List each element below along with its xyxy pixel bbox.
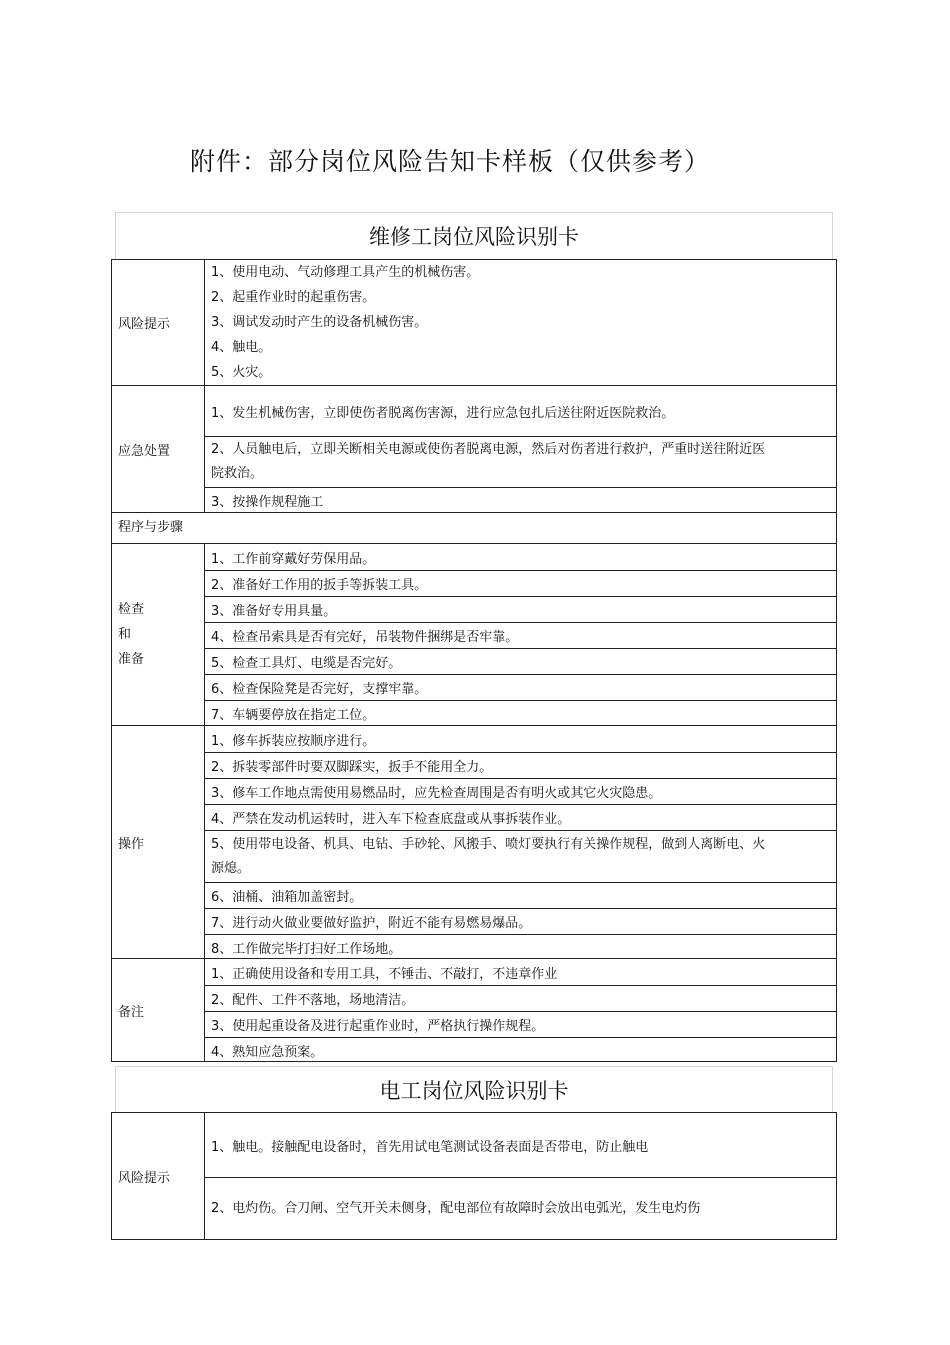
check-item: 5、检查工具灯、电缆是否完好。 [205,648,836,674]
check-label-line: 准备 [118,652,145,667]
remarks-item: 4、熟知应急预案。 [205,1037,836,1062]
remarks-item: 3、使用起重设备及进行起重作业时，严格执行操作规程。 [205,1011,836,1037]
risk-item: 5、火灾。 [211,365,272,380]
emergency-label: 应急处置 [112,386,205,512]
document-title: 附件：部分岗位风险告知卡样板（仅供参考） [189,147,710,176]
risk-label: 风险提示 [112,260,205,385]
operate-item: 1、修车拆装应按顺序进行。 [211,733,376,749]
risk-card-maintenance [111,259,837,1062]
operate-item: 3、修车工作地点需使用易燃品时，应先检查周围是否有明火或其它火灾隐患。 [205,778,836,804]
procedure-label: 程序与步骤 [118,520,184,535]
card-title-maintenance: 维修工岗位风险识别卡 [115,212,833,259]
remarks-item: 2、配件、工件不落地，场地清洁。 [205,985,836,1011]
remarks-section [112,958,836,1062]
risk-section [112,260,836,385]
risk-item: 3、调试发动时产生的设备机械伤害。 [211,315,428,330]
risk-label: 风险提示 [112,1113,205,1239]
operate-item: 7、进行动火做业要做好监护，附近不能有易燃易爆品。 [205,908,836,934]
operate-item: 5、使用带电设备、机具、电钻、手砂轮、风搬手、喷灯要执行有关操作规程，做到人离断电、火源熄。 [205,830,836,882]
risk-item: 4、触电。 [211,340,272,355]
risk-item: 1、触电。接触配电设备时，首先用试电笔测试设备表面是否带电，防止触电 [211,1139,649,1155]
operate-item: 2、拆装零部件时要双脚踩实，扳手不能用全力。 [205,752,836,778]
operate-label: 操作 [112,726,205,958]
check-label-line: 检查 [118,602,145,617]
check-label-line: 和 [118,627,132,642]
emergency-section [112,385,836,512]
operate-item: 4、严禁在发动机运转时，进入车下检查底盘或从事拆装作业。 [205,804,836,830]
risk-section [112,1113,836,1239]
risk-item: 1、使用电动、气动修理工具产生的机械伤害。 [211,265,480,280]
check-label [112,544,205,725]
check-item: 4、检查吊索具是否有完好，吊装物件捆绑是否牢靠。 [205,622,836,648]
remarks-item: 1、正确使用设备和专用工具，不锤击、不敲打，不违章作业 [211,966,558,982]
check-item: 2、准备好工作用的扳手等拆装工具。 [205,570,836,596]
check-item: 3、准备好专用具量。 [205,596,836,622]
procedure-header [112,512,836,543]
operate-section [112,725,836,958]
emergency-item: 1、发生机械伤害，立即使伤者脱离伤害源，进行应急包扎后送往附近医院救治。 [211,405,675,421]
check-item: 1、工作前穿戴好劳保用品。 [211,551,376,567]
risk-card-electrician [111,1112,837,1240]
check-item: 6、检查保险凳是否完好，支撑牢靠。 [205,674,836,700]
remarks-label: 备注 [112,959,205,1062]
card-title-electrician: 电工岗位风险识别卡 [115,1066,833,1112]
risk-item: 2、起重作业时的起重伤害。 [211,290,376,305]
risk-item: 2、电灼伤。合刀闸、空气开关未侧身，配电部位有故障时会放出电弧光，发生电灼伤 [205,1177,836,1239]
operate-item: 8、工作做完毕打扫好工作场地。 [205,934,836,959]
emergency-item: 2、人员触电后，立即关断相关电源或使伤者脱离电源，然后对伤者进行救护，严重时送往附近医院救治。 [205,436,836,487]
operate-item: 6、油桶、油箱加盖密封。 [205,882,836,908]
risk-items [205,260,836,385]
check-item: 7、车辆要停放在指定工位。 [205,700,836,726]
check-section [112,543,836,725]
emergency-item: 3、按操作规程施工 [205,487,836,513]
